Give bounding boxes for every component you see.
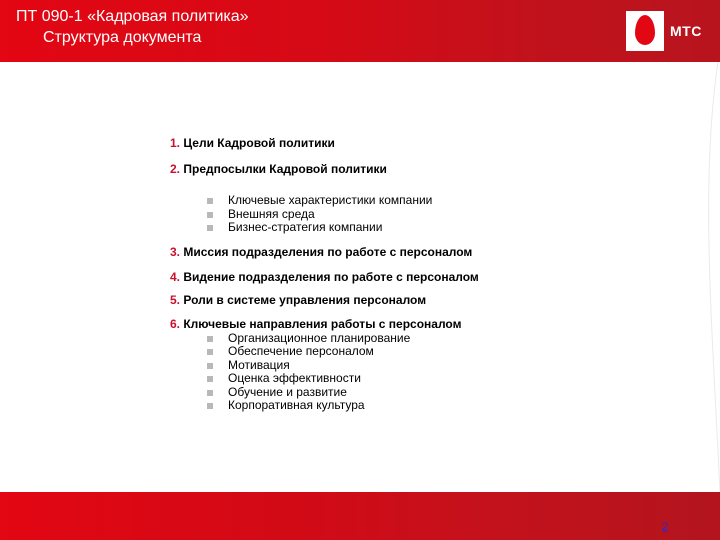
toc-item-2-text: Предпосылки Кадровой политики bbox=[183, 162, 387, 176]
bullet-item bbox=[170, 359, 690, 373]
bullet-item bbox=[170, 208, 690, 222]
toc-item-4 bbox=[170, 270, 690, 284]
toc-item-6-text: Ключевые направления работы с персоналом bbox=[183, 316, 462, 331]
footer-bar bbox=[0, 492, 720, 540]
toc-item-2-number: 2. bbox=[170, 162, 181, 176]
toc-item-2-bullets bbox=[170, 194, 690, 235]
bullet-text: Мотивация bbox=[228, 357, 290, 372]
toc-item-6 bbox=[170, 317, 690, 331]
bullet-text: Ключевые характеристики компании bbox=[228, 193, 433, 207]
slide-title bbox=[16, 6, 249, 48]
header-bar bbox=[0, 0, 720, 62]
square-bullet-icon bbox=[207, 225, 213, 231]
bullet-item bbox=[170, 194, 690, 208]
toc-item-1 bbox=[170, 136, 690, 150]
toc-item-1-number: 1. bbox=[170, 136, 181, 150]
toc-item-4-text: Видение подразделения по работе с персоналом bbox=[183, 269, 479, 284]
square-bullet-icon bbox=[207, 198, 213, 204]
toc-content bbox=[170, 136, 690, 413]
square-bullet-icon bbox=[207, 376, 213, 382]
logo-text: МТС bbox=[670, 23, 702, 39]
toc-item-2 bbox=[170, 162, 690, 176]
square-bullet-icon bbox=[207, 363, 213, 369]
toc-item-4-number: 4. bbox=[170, 269, 181, 284]
toc-item-6-bullets bbox=[170, 332, 690, 413]
title-line-2: Структура документа bbox=[43, 29, 202, 46]
page-number[interactable]: 2 bbox=[661, 521, 669, 533]
bullet-text: Оценка эффективности bbox=[228, 371, 361, 385]
toc-item-3 bbox=[170, 245, 690, 259]
square-bullet-icon bbox=[207, 336, 213, 342]
bullet-item bbox=[170, 345, 690, 359]
toc-item-3-text: Миссия подразделения по работе с персоналом bbox=[183, 244, 473, 259]
egg-icon bbox=[635, 15, 655, 45]
square-bullet-icon bbox=[207, 349, 213, 355]
square-bullet-icon bbox=[207, 212, 213, 218]
toc-item-5-text: Роли в системе управления персоналом bbox=[183, 292, 427, 307]
bullet-text: Обучение и развитие bbox=[228, 384, 347, 399]
bullet-text: Корпоративная культура bbox=[228, 398, 365, 412]
bullet-text: Внешняя среда bbox=[228, 206, 315, 221]
toc-item-5-number: 5. bbox=[170, 292, 181, 307]
toc-item-6-number: 6. bbox=[170, 316, 181, 331]
mts-logo bbox=[626, 11, 712, 51]
bullet-item bbox=[170, 221, 690, 235]
toc-item-5 bbox=[170, 293, 690, 307]
square-bullet-icon bbox=[207, 390, 213, 396]
bullet-item bbox=[170, 399, 690, 413]
bullet-item bbox=[170, 386, 690, 400]
bullet-item bbox=[170, 372, 690, 386]
bullet-item bbox=[170, 332, 690, 346]
logo-box bbox=[626, 11, 664, 51]
toc-item-3-number: 3. bbox=[170, 244, 181, 259]
bullet-text: Организационное планирование bbox=[228, 330, 411, 345]
square-bullet-icon bbox=[207, 403, 213, 409]
bullet-text: Обеспечение персоналом bbox=[228, 344, 374, 358]
bullet-text: Бизнес-стратегия компании bbox=[228, 220, 383, 234]
title-line-1: ПТ 090-1 «Кадровая политика» bbox=[16, 8, 249, 25]
toc-item-1-text: Цели Кадровой политики bbox=[183, 136, 335, 150]
